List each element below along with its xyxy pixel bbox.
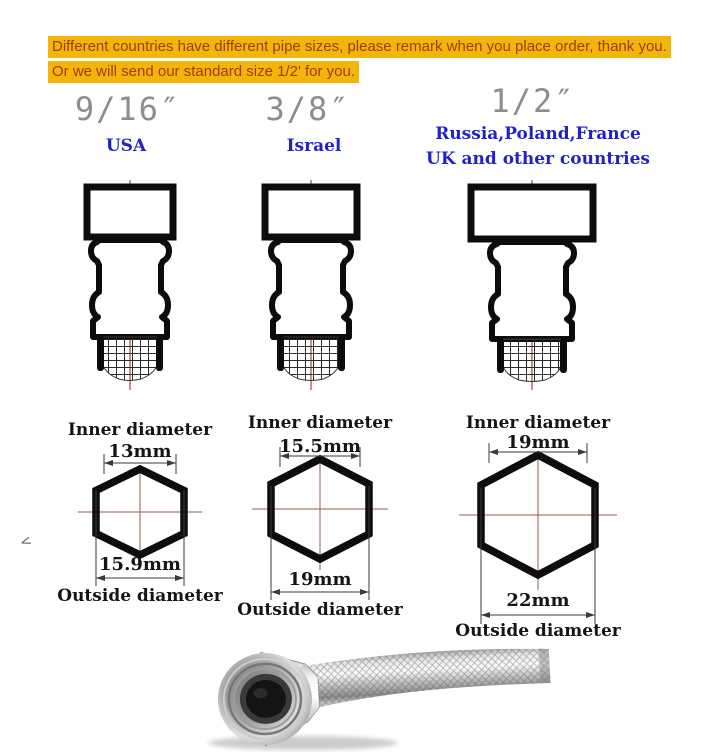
- size-header-9-16: 9/16″: [74, 90, 182, 128]
- threaded-end: [103, 337, 157, 381]
- banner-line-2: Or we will send our standard size 1/2' for you.: [48, 61, 359, 83]
- fitting-drawing-3-8: [241, 178, 381, 393]
- size-header-1-2: 1/2″: [490, 82, 576, 120]
- outside-diameter-value-3: 22mm: [506, 590, 570, 611]
- inner-diameter-value-2: 15.5mm: [279, 436, 361, 457]
- outside-diameter-label-1: Outside diameter: [57, 586, 223, 606]
- region-europe: [426, 122, 650, 172]
- outside-diameter-value-2: 19mm: [288, 569, 352, 590]
- carousel-prev-icon[interactable]: <: [17, 532, 34, 552]
- outside-diameter-label-2: Outside diameter: [237, 600, 403, 620]
- threaded-end: [283, 337, 339, 381]
- inner-diameter-value-3: 19mm: [506, 432, 570, 453]
- banner-line-1: Different countries have different pipe sizes, please remark when you place order, thank you.: [48, 36, 671, 58]
- region-europe-line-2: UK and other countries: [425, 149, 651, 169]
- region-israel: Israel: [286, 136, 342, 156]
- outside-diameter-value-1: 15.9mm: [99, 554, 181, 575]
- outside-diameter-label-3: Outside diameter: [455, 621, 621, 641]
- region-europe-line-1: Russia,Poland,France: [435, 124, 641, 144]
- fitting-drawing-1-2: [462, 178, 602, 393]
- threaded-end: [503, 339, 561, 382]
- inner-diameter-value-1: 13mm: [108, 441, 172, 462]
- inner-diameter-label-1: Inner diameter: [67, 420, 213, 440]
- region-usa: USA: [105, 136, 147, 156]
- size-header-3-8: 3/8″: [265, 90, 351, 128]
- inner-diameter-label-3: Inner diameter: [465, 413, 611, 433]
- fitting-drawing-9-16: [60, 178, 200, 393]
- inner-diameter-label-2: Inner diameter: [247, 413, 393, 433]
- braided-hose-photo: [203, 645, 553, 752]
- warning-banner: [48, 36, 671, 86]
